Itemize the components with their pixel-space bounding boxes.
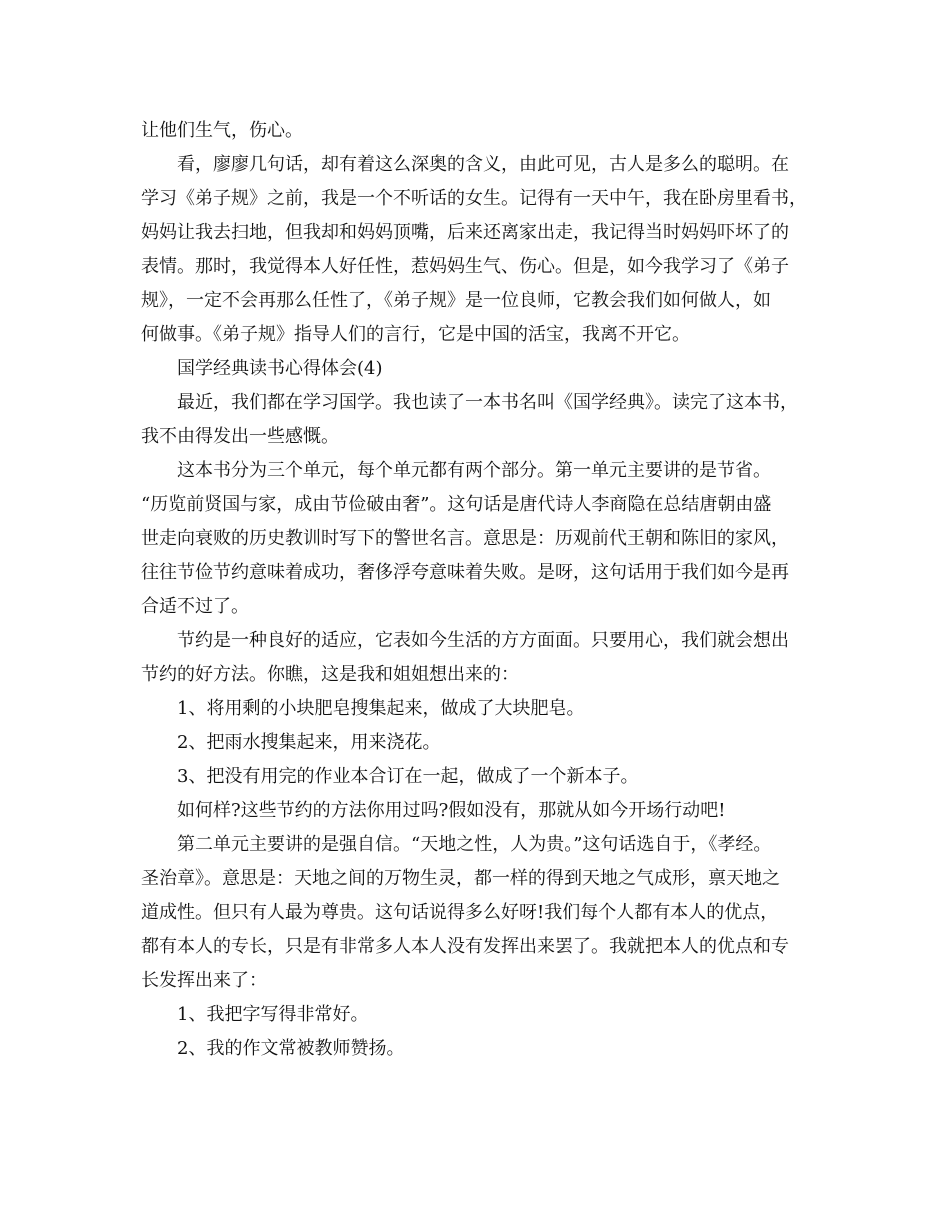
text-line: 让他们生气，伤心。 — [141, 120, 303, 141]
text-line: 学习《弟子规》之前，我是一个不听话的女生。记得有一天中午，我在卧房里看书， — [141, 188, 807, 209]
text-line: “历览前贤国与家，成由节俭破由奢”。这句话是唐代诗人李商隐在总结唐朝由盛 — [141, 494, 772, 515]
list-item: 2、把雨水搜集起来，用来浇花。 — [177, 732, 441, 753]
text-line: 长发挥出来了： — [141, 970, 267, 991]
text-line: 合适不过了。 — [141, 596, 249, 617]
text-line: 看，廖廖几句话，却有着这么深奥的含义，由此可见，古人是多么的聪明。在 — [177, 154, 789, 175]
text-line: 节约是一种良好的适应，它表如今生活的方方面面。只要用心，我们就会想出 — [177, 630, 789, 651]
text-line: 如何样?这些节约的方法你用过吗?假如没有，那就从如今开场行动吧! — [177, 800, 726, 821]
text-line: 表情。那时，我觉得本人好任性，惹妈妈生气、伤心。但是，如今我学习了《弟子 — [141, 256, 789, 277]
text-line: 节约的好方法。你瞧，这是我和姐姐想出来的： — [141, 664, 519, 685]
text-line: 妈妈让我去扫地，但我却和妈妈顶嘴，后来还离家出走，我记得当时妈妈吓坏了的 — [141, 222, 789, 243]
text-line: 道成性。但只有人最为尊贵。这句话说得多么好呀!我们每个人都有本人的优点， — [141, 902, 779, 923]
text-line: 我不由得发出一些感慨。 — [141, 426, 339, 447]
text-line: 最近，我们都在学习国学。我也读了一本书名叫《国学经典》。读完了这本书， — [177, 392, 798, 413]
document-body — [141, 114, 821, 1066]
text-line: 都有本人的专长，只是有非常多人本人没有发挥出来罢了。我就把本人的优点和专 — [141, 936, 789, 957]
text-line: 第二单元主要讲的是强自信。“天地之性，人为贵。”这句话选自于，《孝经。 — [177, 834, 772, 855]
text-line: 这本书分为三个单元，每个单元都有两个部分。第一单元主要讲的是节省。 — [177, 460, 771, 481]
text-line: 何做事。《弟子规》指导人们的言行，它是中国的活宝，我离不开它。 — [141, 324, 690, 345]
text-line: 世走向衰败的历史教训时写下的警世名言。意思是：历观前代王朝和陈旧的家风， — [141, 528, 789, 549]
list-item: 2、我的作文常被教师赞扬。 — [177, 1038, 405, 1059]
text-line: 规》，一定不会再那么任性了，《弟子规》是一位良师，它教会我们如何做人，如 — [141, 290, 771, 311]
text-line: 圣治章》。意思是：天地之间的万物生灵，都一样的得到天地之气成形，禀天地之 — [141, 868, 780, 889]
list-item: 1、我把字写得非常好。 — [177, 1004, 369, 1025]
list-item: 1、将用剩的小块肥皂搜集起来，做成了大块肥皂。 — [177, 698, 585, 719]
text-line: 往往节俭节约意味着成功，奢侈浮夸意味着失败。是呀，这句话用于我们如今是再 — [141, 562, 789, 583]
section-heading: 国学经典读书心得体会(4) — [177, 358, 383, 379]
list-item: 3、把没有用完的作业本合订在一起，做成了一个新本子。 — [177, 766, 639, 787]
